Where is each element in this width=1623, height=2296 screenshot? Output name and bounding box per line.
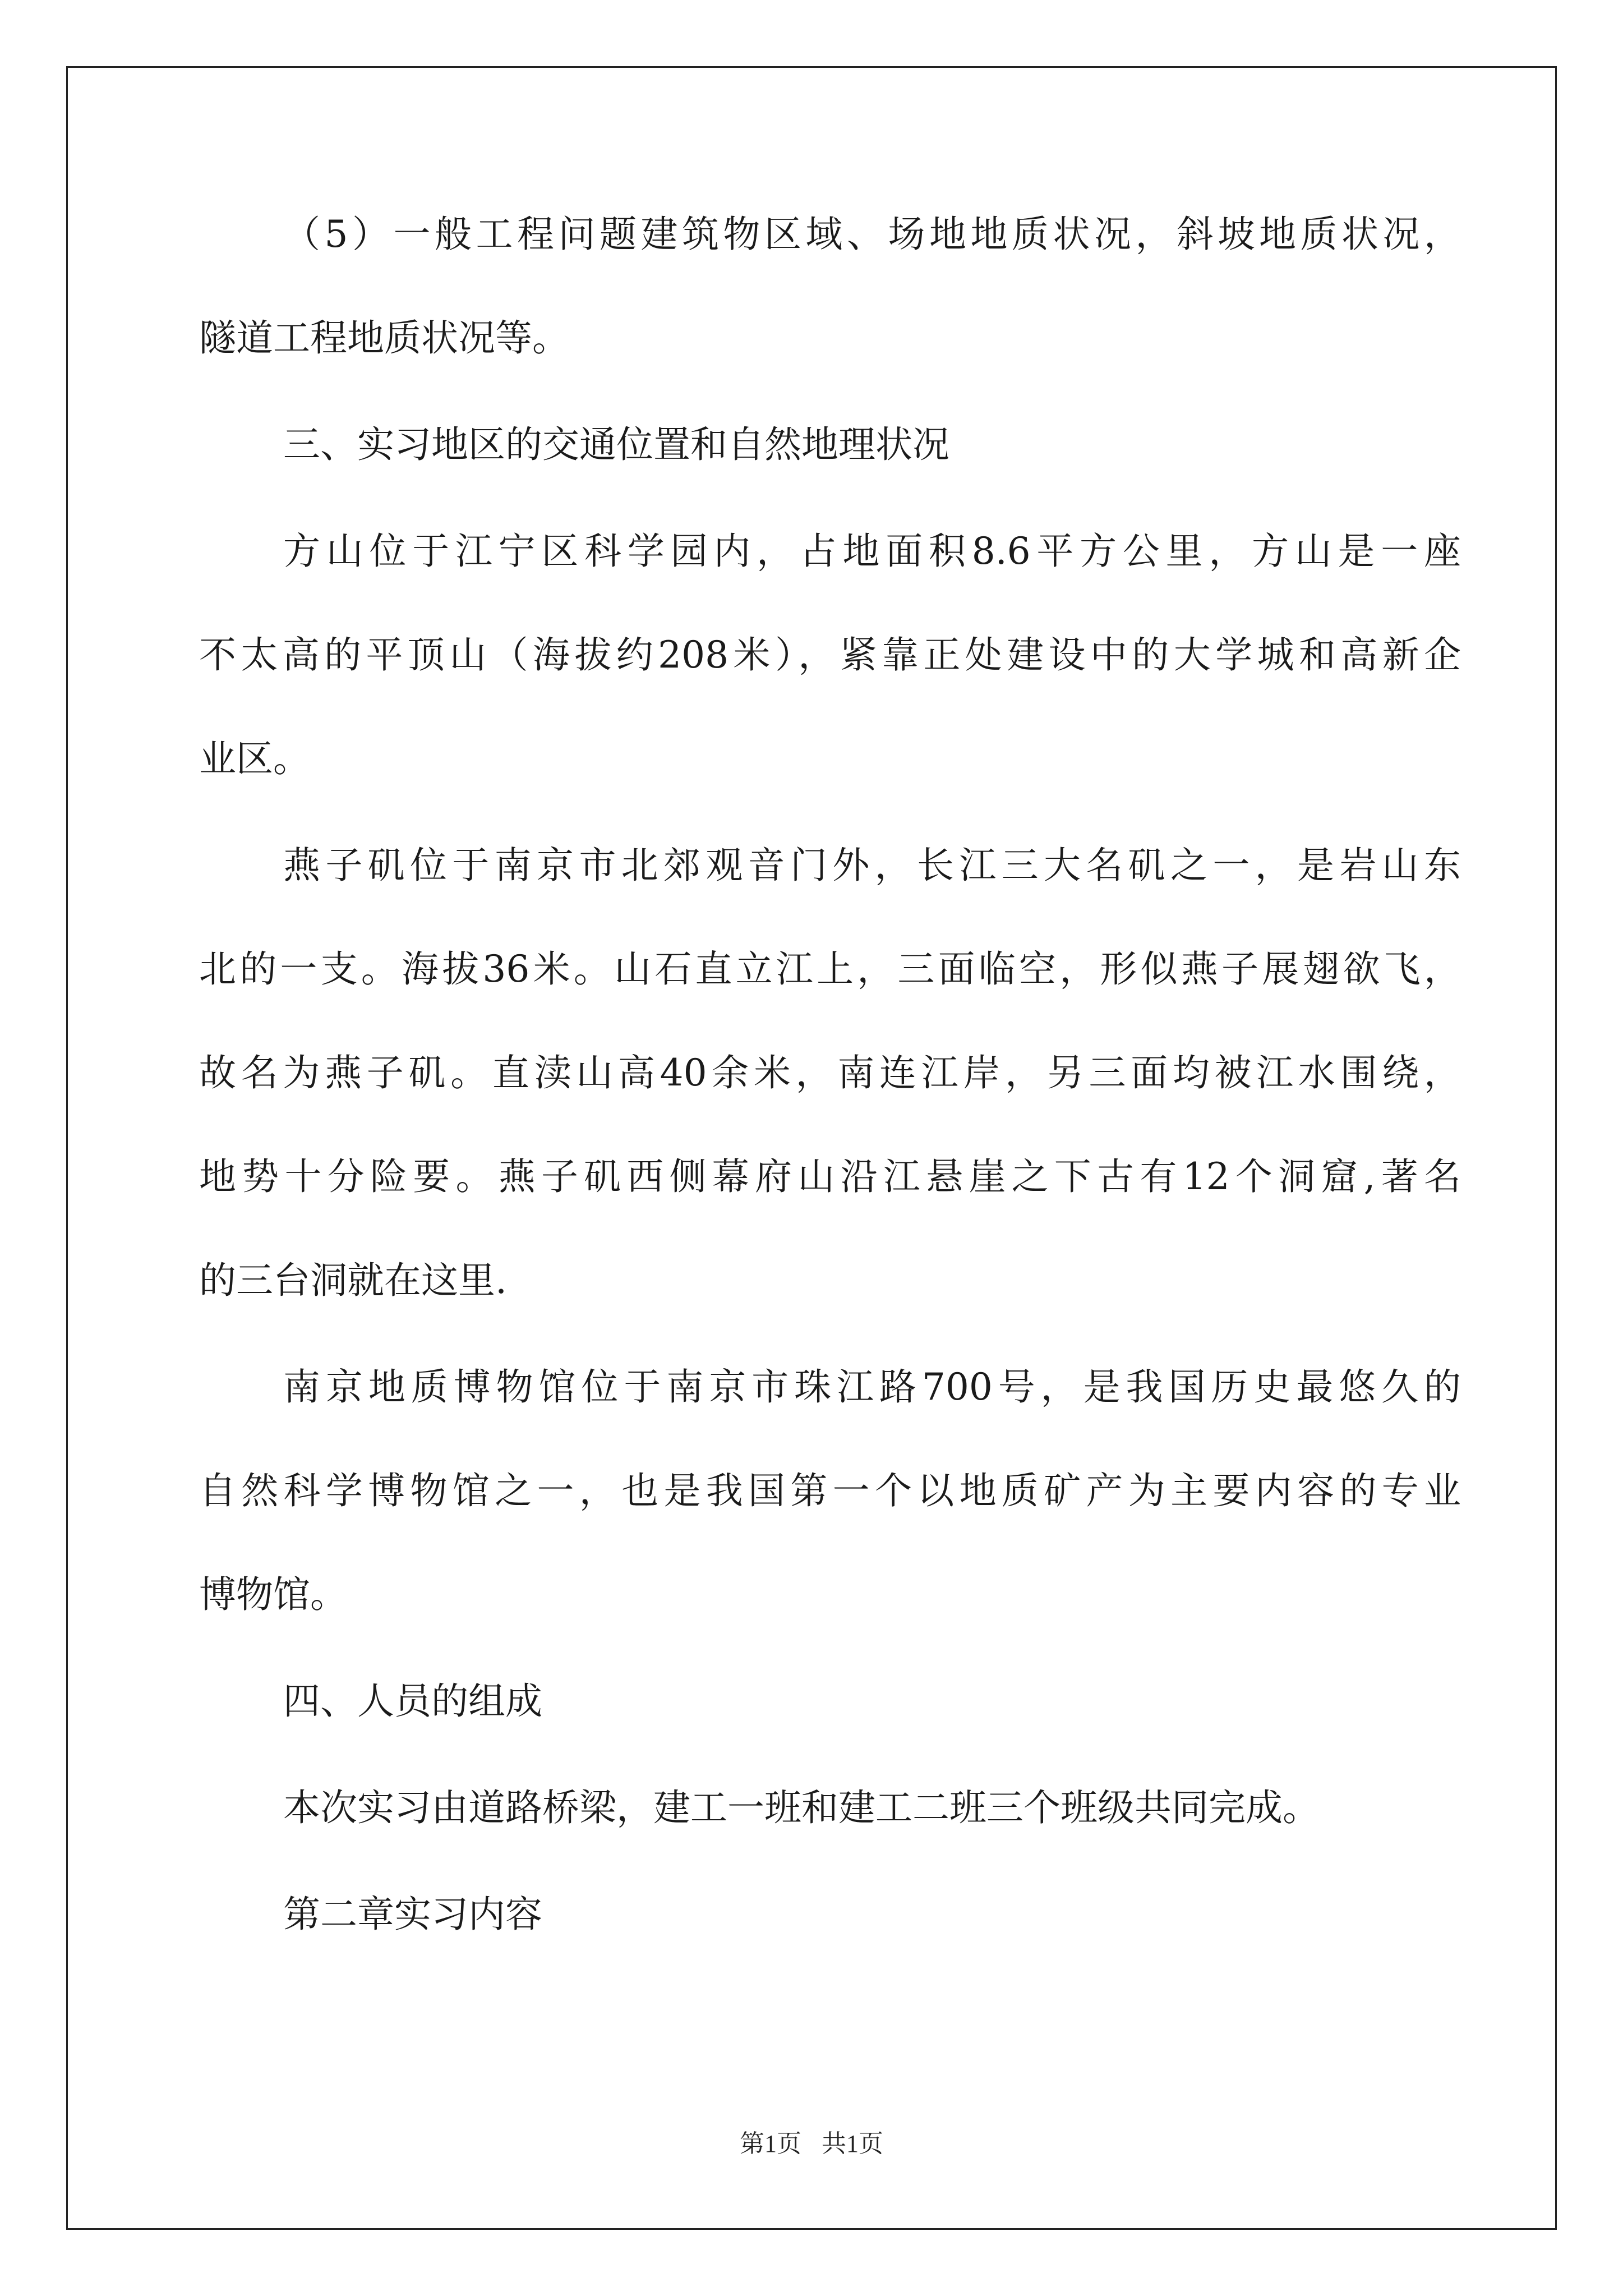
paragraph-line: 故名为燕子矶。直渎山高40余米，南连江岸，另三面均被江水围绕， [199, 1051, 1461, 1094]
paragraph-line: 不太高的平顶山（海拔约208米），紧靠正处建设中的大学城和高新企 [199, 633, 1461, 677]
paragraph-line: 燕子矶位于南京市北郊观音门外，长江三大名矶之一，是岩山东 [283, 844, 1461, 887]
paragraph-line: 隧道工程地质状况等。 [199, 316, 569, 360]
page-total: 共1页 [822, 2130, 883, 2157]
paragraph-line: 自然科学博物馆之一，也是我国第一个以地质矿产为主要内容的专业 [199, 1469, 1461, 1512]
paragraph-line: 本次实习由道路桥梁，建工一班和建工二班三个班级共同完成。 [283, 1786, 1320, 1829]
section-heading: 三、实习地区的交通位置和自然地理状况 [283, 423, 949, 466]
chapter-heading: 第二章实习内容 [283, 1893, 542, 1936]
paragraph-line: 方山位于江宁区科学园内，占地面积8.6平方公里，方山是一座 [283, 530, 1461, 573]
paragraph-line: 博物馆。 [199, 1573, 347, 1616]
paragraph-line: 南京地质博物馆位于南京市珠江路700号，是我国历史最悠久的 [283, 1365, 1461, 1409]
paragraph-line: 地势十分险要。燕子矶西侧幕府山沿江悬崖之下古有12个洞窟,著名 [199, 1155, 1461, 1198]
page-number: 第1页 [740, 2130, 801, 2157]
page-footer [0, 2123, 1623, 2159]
paragraph-line: 的三台洞就在这里. [199, 1259, 507, 1302]
paragraph-line: 业区。 [199, 737, 310, 780]
paragraph-line: 北的一支。海拔36米。山石直立江上，三面临空，形似燕子展翅欲飞， [199, 947, 1461, 991]
section-heading: 四、人员的组成 [283, 1680, 542, 1723]
paragraph-line: （5）一般工程问题建筑物区域、场地地质状况，斜坡地质状况， [283, 213, 1461, 256]
